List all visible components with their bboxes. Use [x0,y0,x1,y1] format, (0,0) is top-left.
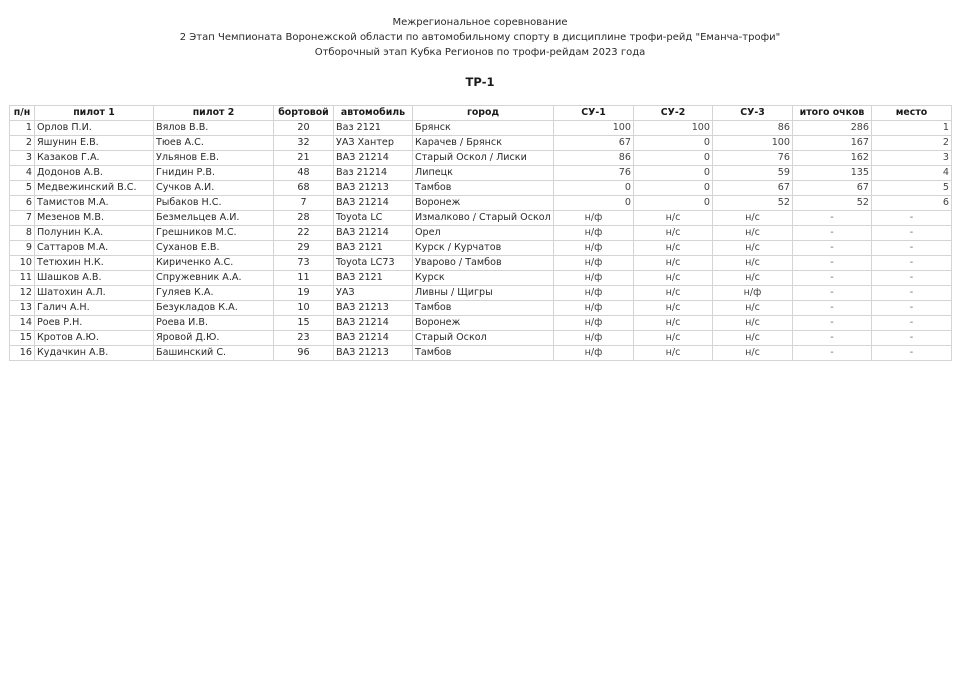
cell-col-total: - [793,346,872,361]
cell-col-total: 67 [793,181,872,196]
cell-col-number: 3 [10,151,35,166]
table-row [10,331,952,346]
cell-col-place: - [872,301,952,316]
cell-col-total: - [793,331,872,346]
cell-col-car-number: 20 [274,121,334,136]
cell-col-car-number: 48 [274,166,334,181]
cell-col-place: - [872,316,952,331]
table-row [10,286,952,301]
cell-col-pilot-2: Гуляев К.А. [154,286,274,301]
header-col-number: п/н [10,106,35,121]
cell-col-number: 8 [10,226,35,241]
cell-col-pilot-2: Ульянов Е.В. [154,151,274,166]
cell-col-pilot-2: Спружевник А.А. [154,271,274,286]
table-row [10,226,952,241]
header-col-city: город [413,106,554,121]
cell-col-car-number: 10 [274,301,334,316]
cell-col-pilot-1: Кудачкин А.В. [35,346,154,361]
cell-col-pilot-1: Роев Р.Н. [35,316,154,331]
cell-col-number: 9 [10,241,35,256]
cell-col-pilot-2: Яровой Д.Ю. [154,331,274,346]
cell-col-number: 6 [10,196,35,211]
cell-col-pilot-1: Галич А.Н. [35,301,154,316]
cell-col-su-3: н/с [713,346,793,361]
cell-col-number: 4 [10,166,35,181]
cell-col-number: 16 [10,346,35,361]
class-title: ТР-1 [465,75,495,89]
header-col-car-number: бортовой [274,106,334,121]
cell-col-car: Toyota LC73 [334,256,413,271]
cell-col-su-3: н/с [713,301,793,316]
cell-col-total: 167 [793,136,872,151]
cell-col-car: ВАЗ 21214 [334,196,413,211]
cell-col-car-number: 15 [274,316,334,331]
table-row [10,241,952,256]
cell-col-city: Тамбов [413,181,554,196]
cell-col-car: ВАЗ 2121 [334,241,413,256]
cell-col-total: 52 [793,196,872,211]
cell-col-city: Брянск [413,121,554,136]
cell-col-car-number: 7 [274,196,334,211]
cell-col-su-3: 67 [713,181,793,196]
cell-col-su-3: н/с [713,226,793,241]
cell-col-car-number: 96 [274,346,334,361]
cell-col-su-1: 76 [554,166,634,181]
cell-col-su-2: н/с [634,346,713,361]
cell-col-su-1: н/ф [554,286,634,301]
cell-col-pilot-1: Медвежинский В.С. [35,181,154,196]
cell-col-su-1: н/ф [554,331,634,346]
cell-col-number: 5 [10,181,35,196]
header-col-place: место [872,106,952,121]
cell-col-number: 11 [10,271,35,286]
cell-col-place: - [872,286,952,301]
cell-col-number: 13 [10,301,35,316]
cell-col-car-number: 29 [274,241,334,256]
table-row [10,166,952,181]
table-row [10,211,952,226]
cell-col-car-number: 28 [274,211,334,226]
cell-col-pilot-1: Шатохин А.Л. [35,286,154,301]
table-row [10,346,952,361]
cell-col-total: - [793,301,872,316]
table-row [10,256,952,271]
cell-col-pilot-1: Додонов А.В. [35,166,154,181]
cell-col-su-2: н/с [634,286,713,301]
cell-col-su-1: н/ф [554,301,634,316]
table-row [10,181,952,196]
cell-col-city: Уварово / Тамбов [413,256,554,271]
cell-col-su-2: 0 [634,136,713,151]
cell-col-total: 162 [793,151,872,166]
cell-col-su-2: н/с [634,316,713,331]
cell-col-pilot-2: Безукладов К.А. [154,301,274,316]
cell-col-number: 14 [10,316,35,331]
cell-col-city: Старый Оскол [413,331,554,346]
cell-col-pilot-1: Кротов А.Ю. [35,331,154,346]
table-row [10,196,952,211]
cell-col-place: - [872,256,952,271]
header-line-1: Межрегиональное соревнование [392,17,568,28]
cell-col-su-2: н/с [634,271,713,286]
cell-col-place: - [872,346,952,361]
header-col-total: итого очков [793,106,872,121]
table-header-row [10,106,952,121]
cell-col-city: Воронеж [413,316,554,331]
cell-col-su-1: 0 [554,196,634,211]
document-header [0,15,960,60]
cell-col-car: ВАЗ 2121 [334,271,413,286]
cell-col-pilot-1: Яшунин Е.В. [35,136,154,151]
cell-col-car-number: 11 [274,271,334,286]
cell-col-car: УАЗ [334,286,413,301]
cell-col-place: 3 [872,151,952,166]
cell-col-place: - [872,271,952,286]
cell-col-su-2: н/с [634,301,713,316]
cell-col-pilot-1: Орлов П.И. [35,121,154,136]
cell-col-pilot-2: Сучков А.И. [154,181,274,196]
cell-col-total: - [793,256,872,271]
cell-col-total: 135 [793,166,872,181]
cell-col-car-number: 21 [274,151,334,166]
cell-col-car: УАЗ Хантер [334,136,413,151]
cell-col-car: Ваз 21214 [334,166,413,181]
cell-col-place: - [872,331,952,346]
cell-col-pilot-1: Тетюхин Н.К. [35,256,154,271]
cell-col-total: - [793,226,872,241]
cell-col-su-3: 100 [713,136,793,151]
cell-col-place: - [872,241,952,256]
cell-col-su-3: 86 [713,121,793,136]
cell-col-number: 2 [10,136,35,151]
header-col-su-1: СУ-1 [554,106,634,121]
cell-col-pilot-1: Полунин К.А. [35,226,154,241]
table-row [10,151,952,166]
cell-col-su-3: н/с [713,256,793,271]
cell-col-su-1: 86 [554,151,634,166]
cell-col-car-number: 19 [274,286,334,301]
cell-col-city: Курск [413,271,554,286]
header-col-su-3: СУ-3 [713,106,793,121]
cell-col-su-1: н/ф [554,316,634,331]
cell-col-pilot-2: Суханов Е.В. [154,241,274,256]
cell-col-su-3: н/с [713,211,793,226]
cell-col-city: Старый Оскол / Лиски [413,151,554,166]
cell-col-city: Ливны / Щигры [413,286,554,301]
cell-col-city: Воронеж [413,196,554,211]
cell-col-number: 1 [10,121,35,136]
cell-col-city: Тамбов [413,346,554,361]
cell-col-place: 5 [872,181,952,196]
cell-col-su-3: 76 [713,151,793,166]
cell-col-pilot-2: Тюев А.С. [154,136,274,151]
cell-col-city: Карачев / Брянск [413,136,554,151]
cell-col-su-1: н/ф [554,226,634,241]
cell-col-su-3: н/с [713,241,793,256]
cell-col-su-2: 0 [634,181,713,196]
cell-col-city: Тамбов [413,301,554,316]
header-line-2: 2 Этап Чемпионата Воронежской области по автомобильному спорту в дисциплине трофи-рейд "Еманча-трофи" [179,32,781,43]
cell-col-su-1: 100 [554,121,634,136]
cell-col-city: Курск / Курчатов [413,241,554,256]
table-row [10,136,952,151]
cell-col-number: 10 [10,256,35,271]
cell-col-su-2: н/с [634,256,713,271]
cell-col-car: ВАЗ 21214 [334,226,413,241]
header-col-pilot-2: пилот 2 [154,106,274,121]
cell-col-su-3: н/с [713,271,793,286]
cell-col-pilot-1: Саттаров М.А. [35,241,154,256]
cell-col-su-2: н/с [634,241,713,256]
cell-col-car: Ваз 2121 [334,121,413,136]
cell-col-pilot-2: Гнидин Р.В. [154,166,274,181]
cell-col-su-1: н/ф [554,346,634,361]
cell-col-pilot-2: Роева И.В. [154,316,274,331]
cell-col-car-number: 23 [274,331,334,346]
cell-col-su-3: н/ф [713,286,793,301]
cell-col-place: 1 [872,121,952,136]
cell-col-car: ВАЗ 21214 [334,151,413,166]
table-row [10,301,952,316]
cell-col-total: 286 [793,121,872,136]
cell-col-su-3: н/с [713,331,793,346]
cell-col-place: 6 [872,196,952,211]
cell-col-pilot-1: Тамистов М.А. [35,196,154,211]
cell-col-car-number: 22 [274,226,334,241]
cell-col-pilot-2: Кириченко А.С. [154,256,274,271]
cell-col-place: 4 [872,166,952,181]
cell-col-su-2: 100 [634,121,713,136]
cell-col-su-2: н/с [634,331,713,346]
header-line-3: Отборочный этап Кубка Регионов по трофи-рейдам 2023 года [314,47,646,58]
cell-col-total: - [793,271,872,286]
cell-col-number: 15 [10,331,35,346]
cell-col-total: - [793,241,872,256]
cell-col-pilot-2: Грешников М.С. [154,226,274,241]
header-col-car: автомобиль [334,106,413,121]
cell-col-total: - [793,286,872,301]
cell-col-car: ВАЗ 21213 [334,301,413,316]
cell-col-pilot-1: Шашков А.В. [35,271,154,286]
cell-col-su-1: н/ф [554,241,634,256]
cell-col-pilot-1: Мезенов М.В. [35,211,154,226]
cell-col-pilot-2: Безмельцев А.И. [154,211,274,226]
cell-col-city: Липецк [413,166,554,181]
table-row [10,121,952,136]
cell-col-pilot-1: Казаков Г.А. [35,151,154,166]
cell-col-number: 12 [10,286,35,301]
cell-col-car-number: 32 [274,136,334,151]
cell-col-su-2: н/с [634,211,713,226]
cell-col-city: Орел [413,226,554,241]
cell-col-car-number: 73 [274,256,334,271]
cell-col-car: ВАЗ 21213 [334,181,413,196]
cell-col-su-1: н/ф [554,256,634,271]
cell-col-su-2: 0 [634,196,713,211]
cell-col-place: - [872,226,952,241]
cell-col-car: ВАЗ 21214 [334,316,413,331]
cell-col-car-number: 68 [274,181,334,196]
table-row [10,271,952,286]
cell-col-pilot-2: Вялов В.В. [154,121,274,136]
results-table [9,105,952,361]
cell-col-su-3: н/с [713,316,793,331]
cell-col-place: 2 [872,136,952,151]
cell-col-su-2: 0 [634,166,713,181]
cell-col-total: - [793,316,872,331]
header-col-pilot-1: пилот 1 [35,106,154,121]
cell-col-total: - [793,211,872,226]
cell-col-su-1: н/ф [554,271,634,286]
cell-col-su-1: н/ф [554,211,634,226]
cell-col-su-2: н/с [634,226,713,241]
cell-col-car: ВАЗ 21213 [334,346,413,361]
cell-col-pilot-2: Рыбаков Н.С. [154,196,274,211]
cell-col-place: - [872,211,952,226]
cell-col-car: ВАЗ 21214 [334,331,413,346]
cell-col-number: 7 [10,211,35,226]
cell-col-su-1: 67 [554,136,634,151]
cell-col-car: Toyota LC [334,211,413,226]
cell-col-su-3: 59 [713,166,793,181]
cell-col-su-1: 0 [554,181,634,196]
table-row [10,316,952,331]
cell-col-su-3: 52 [713,196,793,211]
cell-col-su-2: 0 [634,151,713,166]
header-col-su-2: СУ-2 [634,106,713,121]
cell-col-city: Измалково / Старый Оскол [413,211,554,226]
cell-col-pilot-2: Башинский С. [154,346,274,361]
